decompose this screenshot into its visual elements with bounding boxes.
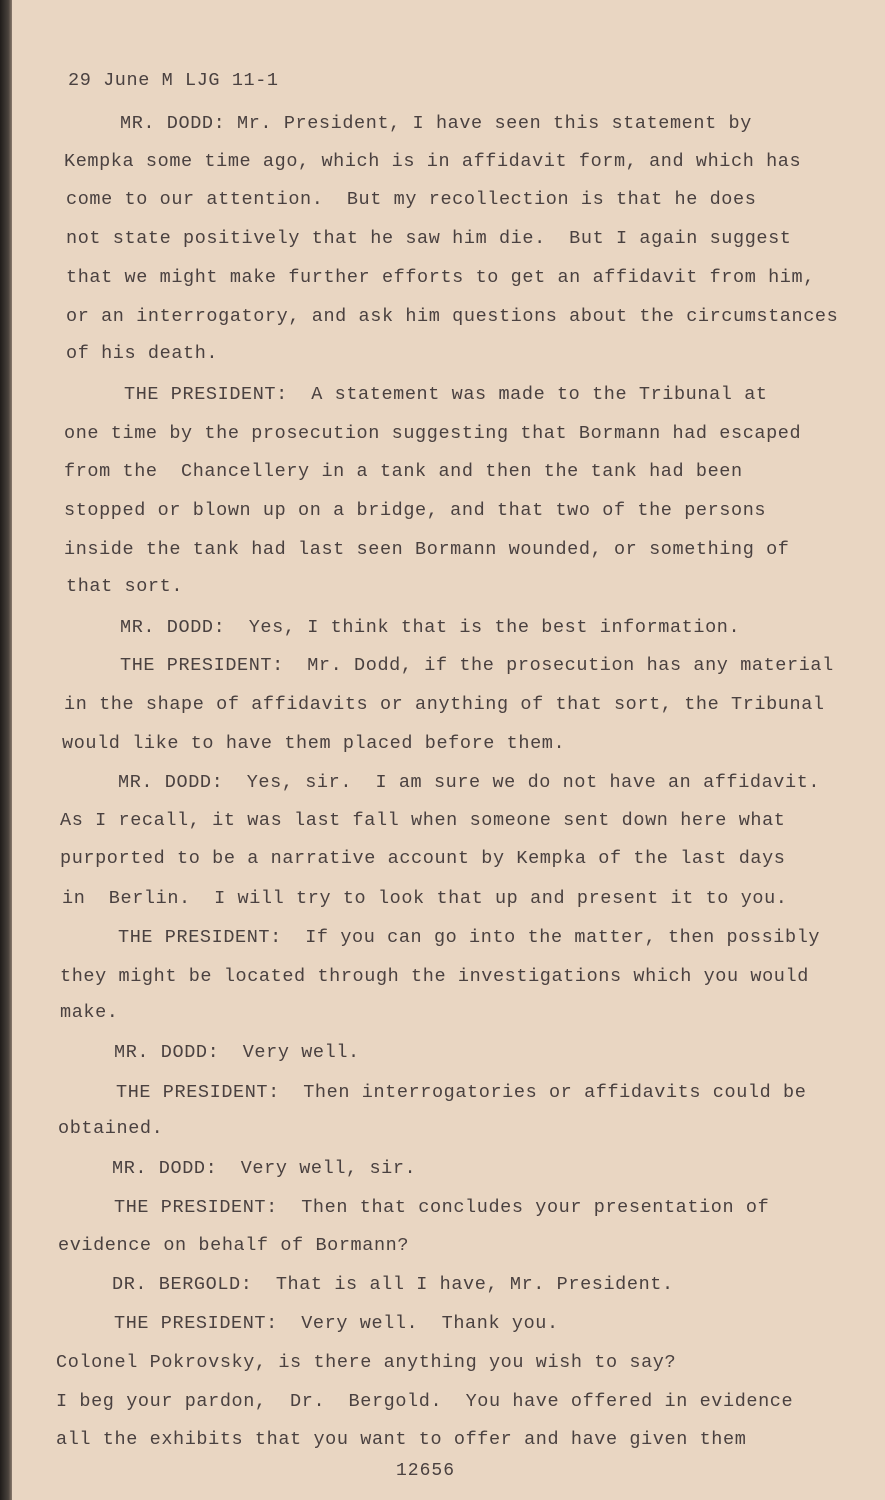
- text-line: evidence on behalf of Bormann?: [58, 1235, 410, 1256]
- text-line: or an interrogatory, and ask him questions about the circumstances: [66, 306, 839, 327]
- text-line: come to our attention. But my recollection is that he does: [66, 189, 757, 210]
- text-line: DR. BERGOLD: That is all I have, Mr. President.: [112, 1274, 674, 1295]
- text-line: MR. DODD: Yes, I think that is the best information.: [120, 617, 741, 638]
- text-line: one time by the prosecution suggesting that Bormann had escaped: [64, 423, 802, 444]
- text-line: MR. DODD: Very well.: [114, 1042, 360, 1063]
- text-line: Kempka some time ago, which is in affidavit form, and which has: [64, 151, 802, 172]
- text-line: they might be located through the investigations which you would: [60, 966, 809, 987]
- text-line: THE PRESIDENT: Then interrogatories or affidavits could be: [116, 1082, 807, 1103]
- text-line: MR. DODD: Very well, sir.: [112, 1158, 417, 1179]
- text-line: I beg your pardon, Dr. Bergold. You have offered in evidence: [56, 1391, 794, 1412]
- text-line: from the Chancellery in a tank and then the tank had been: [64, 461, 743, 482]
- text-line: in the shape of affidavits or anything of that sort, the Tribunal: [64, 694, 825, 715]
- text-line: THE PRESIDENT: A statement was made to the Tribunal at: [124, 384, 768, 405]
- text-line: THE PRESIDENT: Very well. Thank you.: [114, 1313, 559, 1334]
- text-line: purported to be a narrative account by Kempka of the last days: [60, 848, 786, 869]
- text-line: that we might make further efforts to get an affidavit from him,: [66, 267, 815, 288]
- text-line: THE PRESIDENT: If you can go into the matter, then possibly: [118, 927, 821, 948]
- page-number: 12656: [396, 1461, 456, 1481]
- text-line: Colonel Pokrovsky, is there anything you wish to say?: [56, 1352, 677, 1373]
- text-line: all the exhibits that you want to offer and have given them: [56, 1429, 747, 1450]
- text-line: make.: [60, 1002, 119, 1023]
- page-header: 29 June M LJG 11-1: [68, 70, 279, 91]
- document-page: [12, 0, 885, 1500]
- text-line: MR. DODD: Yes, sir. I am sure we do not have an affidavit.: [118, 772, 821, 793]
- text-line: stopped or blown up on a bridge, and that two of the persons: [64, 500, 767, 521]
- text-line: that sort.: [66, 576, 184, 597]
- text-line: THE PRESIDENT: Then that concludes your presentation of: [114, 1197, 770, 1218]
- text-line: THE PRESIDENT: Mr. Dodd, if the prosecution has any material: [120, 655, 834, 676]
- text-line: inside the tank had last seen Bormann wounded, or something of: [64, 539, 790, 560]
- text-line: would like to have them placed before them.: [62, 733, 566, 754]
- text-line: not state positively that he saw him die. But I again suggest: [66, 228, 792, 249]
- text-line: MR. DODD: Mr. President, I have seen this statement by: [120, 113, 752, 134]
- text-line: in Berlin. I will try to look that up and present it to you.: [62, 888, 788, 909]
- page-left-edge: [0, 0, 12, 1500]
- text-line: As I recall, it was last fall when someone sent down here what: [60, 810, 786, 831]
- text-line: of his death.: [66, 343, 219, 364]
- text-line: obtained.: [58, 1118, 164, 1139]
